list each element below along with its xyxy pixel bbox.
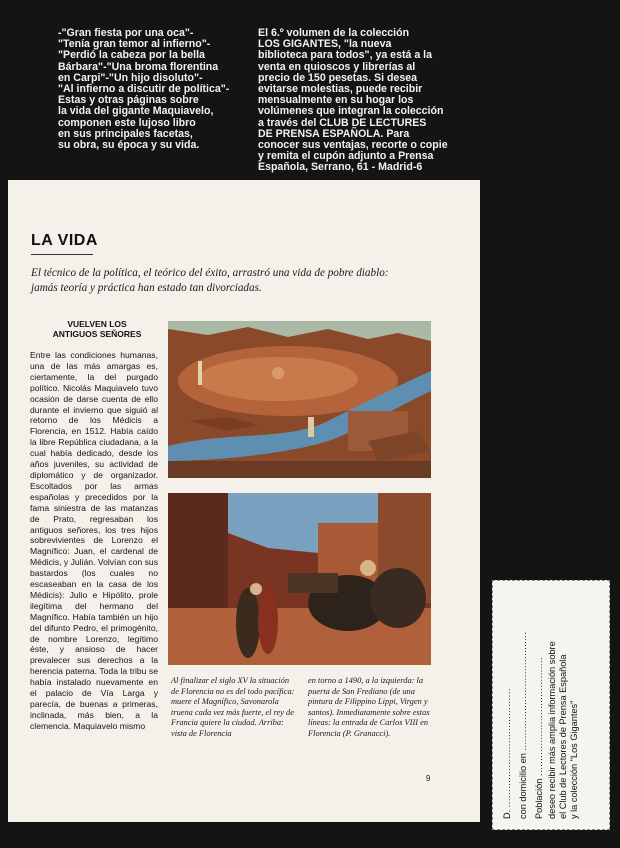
coupon-text-line-2: el Club de Lectores de Prensa Española (558, 654, 568, 819)
coupon-name-label: D. (502, 809, 512, 819)
section-subheading: VUELVEN LOS ANTIGUOS SEÑORES (52, 319, 142, 339)
article-body: Entre las condiciones humanas, una de las más amargas es, ciertamente, la del purgado político. Nicolás Maquiavelo tuvo ocasión de darse cuenta de ello durante el invierno que siguió al retorno de los Médicis a Florencia, en 1512. Había caído la libre República ciudadana, a la cual había dedicado, desde los años juveniles, su actividad de diplomático y de organizador. Escoltados por las armas españolas y precedidos por la fama siniestra de las matanzas de Prato, regresaban los antiguos señores, los tres hijos sobrevivientes de Lorenzo el Magnífico: Juan, el cardenal de Médicis, y Julián. Volvían con sus bastardos (los cuales no escaseaban en la casa de los Médicis): Julio e Hipólito, prole ilegítima del hermano del Magnífico. Había también un hijo del difunto Pedro, el primogénito, de nombre Lorenzo, legítimo éste, y ansioso de hacer prevalecer sus derechos a la herencia paterna. Toda la tribu se había instalado nuevamente en el palacio de Vía Larga y parecía, de buenas a primeras, inclinada, más bien, a la clemencia. Maquiavelo mismo (30, 350, 159, 731)
coupon-city-dots: ....................................... (534, 657, 544, 777)
article-intro: El técnico de la política, el teórico del éxito, arrastró una vida de pobre diablo: jamás teoría y práctica han estado tan divorciadas. (31, 267, 389, 294)
page-number: 9 (426, 774, 431, 783)
entry-charles-viii-painting (168, 493, 431, 665)
florence-view-painting (168, 321, 431, 478)
caption-left: Al finalizar el siglo XV la situación de Florencia no es del todo pacífica: muere el Magnífico, Savonarola truena cada vez más fuerte, el rey de Francia quiere la ciudad. Arriba: vista de Florencia (171, 676, 295, 738)
subscription-coupon[interactable] (492, 580, 610, 830)
coupon-text-line-3: y la colección "Los Gigantes" (569, 700, 579, 819)
coupon-address-row[interactable] (515, 591, 531, 819)
coupon-city-label: Población (534, 778, 544, 819)
promo-text-left: -"Gran fiesta por una oca"- "Tenía gran temor al infierno"- "Perdió la cabeza por la bella Bárbara"-"Una broma florentina en Carpi"-"Un hijo disoluto"- "Al infierno a discutir de política"- Estas y otras páginas sobre la vida del gigante Maquiavelo, componen este lujoso libro en sus principales facetas, su obra, su época y su vida. (58, 27, 230, 152)
coupon-content (493, 581, 609, 829)
article-page (8, 180, 480, 822)
article-heading: LA VIDA (31, 232, 98, 249)
coupon-name-row[interactable] (499, 591, 515, 819)
promo-text-right: El 6.º volumen de la colección LOS GIGANTES, "la nueva biblioteca para todos", ya está a la venta en quioscos y librerías al precio de 150 pesetas. Si desea evitarse molestias, puede recibir mensualmente en su hogar los volúmenes que integran la colección a través del CLUB DE LECTURES DE PRENSA ESPAÑOLA. Para conocer sus ventajas, recorte o copie y remita el cupón adjunto a Prensa Española, Serrano, 61 - Madrid-6 (258, 27, 448, 174)
coupon-city-row[interactable] (531, 591, 547, 819)
coupon-address-label: con domicilio en (518, 753, 528, 819)
caption-right: en torno a 1490, a la izquierda: la puerta de San Frediano (de una pintura de Filippino Lippi, Virgen y santos). Inmediatamente sobre estas líneas: la entrada de Carlos VIII en Florencia (P. Granacci). (308, 676, 430, 738)
heading-underline (31, 254, 93, 255)
coupon-name-dots: ....................................... (502, 688, 512, 808)
coupon-address-dots: ....................................... (518, 631, 528, 751)
coupon-text-line-1: deseo recibir más amplia información sobre (547, 641, 557, 819)
